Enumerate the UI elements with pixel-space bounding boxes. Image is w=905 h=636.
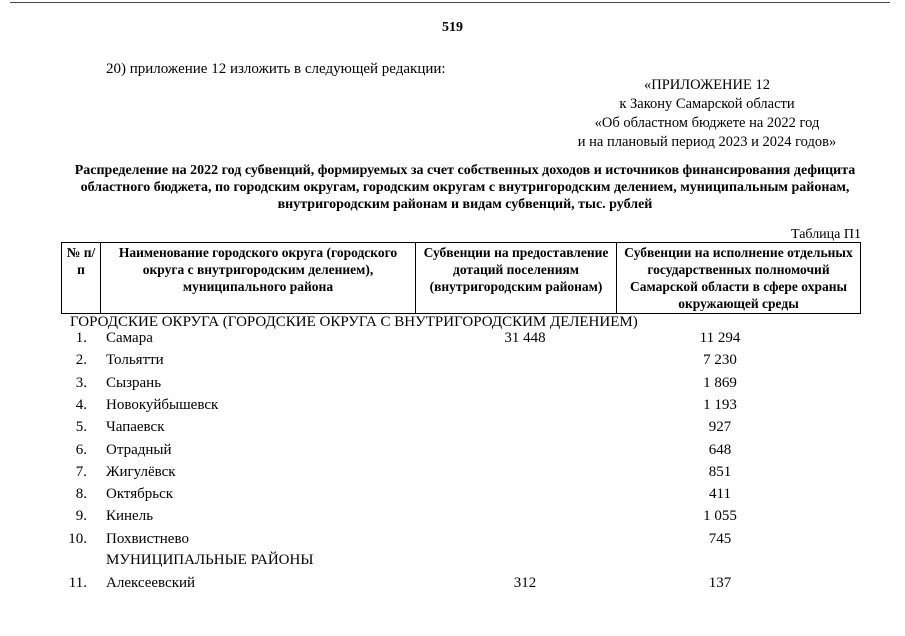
header-col2: Субвенции на исполнение отдельных государственных полномочий Самарской области в сфере охраны окружающей среды [617,243,861,314]
table-label: Таблица П1 [791,227,861,242]
table-row [0,442,905,464]
table-header [61,242,861,314]
row-name: Похвистнево [106,530,189,547]
row-name: Тольятти [106,352,164,369]
table-row [0,375,905,397]
row-name: Отрадный [106,441,172,458]
row-name: Самара [106,330,153,346]
row-number: 3. [75,374,87,391]
row-number: 6. [75,441,87,458]
row-number: 4. [75,396,87,413]
row-name: Октябрьск [106,486,174,503]
row-value-environment: 1 869 [703,374,737,391]
document-title: Распределение на 2022 год субвенций, формируемых за счет собственных доходов и источников финансирования дефицита областного бюджета, по городским округам, городским округам с внутригородским делением, муниципальным районам, внутригородским районам и видам субвенций, тыс. рублей [74,163,856,212]
row-value-environment: 7 230 [703,352,737,369]
scan-top-edge [10,2,890,3]
row-value-environment: 648 [708,441,732,458]
row-value-dotations: 312 [513,575,537,591]
table-row [0,575,905,597]
appendix-header [557,76,857,152]
section-municipal-districts: МУНИЦИПАЛЬНЫЕ РАЙОНЫ [106,552,314,568]
table-row [0,486,905,508]
appendix-line-2: к Закону Самарской области [619,96,795,112]
row-value-environment: 745 [708,530,732,547]
appendix-line-1: «ПРИЛОЖЕНИЕ 12 [644,77,770,93]
row-name: Жигулёвск [106,463,176,480]
section-city-districts: ГОРОДСКИЕ ОКРУГА (ГОРОДСКИЕ ОКРУГА С ВНУТРИГОРОДСКИМ ДЕЛЕНИЕМ) [70,314,638,330]
row-number: 1. [75,330,87,346]
header-col1: Субвенции на предоставление дотаций поселениям (внутригородским районам) [416,243,617,314]
row-number: 11. [68,575,87,591]
row-value-environment: 851 [708,463,732,480]
table-row [0,352,905,374]
row-value-environment: 927 [708,419,732,436]
row-value-dotations: 31 448 [504,330,546,346]
table-row [0,330,905,352]
table-row [0,508,905,530]
row-name: Кинель [106,508,154,525]
row-value-environment: 11 294 [699,330,741,346]
table-row [0,531,905,553]
row-number: 9. [75,508,87,525]
table-row [0,397,905,419]
row-number: 10. [68,530,87,547]
row-number: 7. [75,463,87,480]
row-value-environment: 137 [708,575,732,591]
page-number: 519 [442,20,463,35]
table-row [0,464,905,486]
appendix-line-3: «Об областном бюджете на 2022 год [594,115,820,131]
row-number: 5. [75,419,87,436]
row-name: Новокуйбышевск [106,396,219,413]
intro-text: 20) приложение 12 изложить в следующей редакции: [106,61,446,77]
table-row [0,419,905,441]
row-number: 2. [75,352,87,369]
row-name: Чапаевск [106,419,165,436]
appendix-line-4: и на плановый период 2023 и 2024 годов» [577,134,837,150]
row-value-environment: 1 193 [703,396,737,413]
row-number: 8. [75,486,87,503]
row-value-environment: 411 [709,486,731,503]
row-name: Алексеевский [106,575,196,591]
header-num: № п/п [62,243,101,314]
row-name: Сызрань [106,374,162,391]
row-value-environment: 1 055 [703,508,737,525]
header-name: Наименование городского округа (городского округа с внутригородским делением), муниципального района [101,243,416,314]
